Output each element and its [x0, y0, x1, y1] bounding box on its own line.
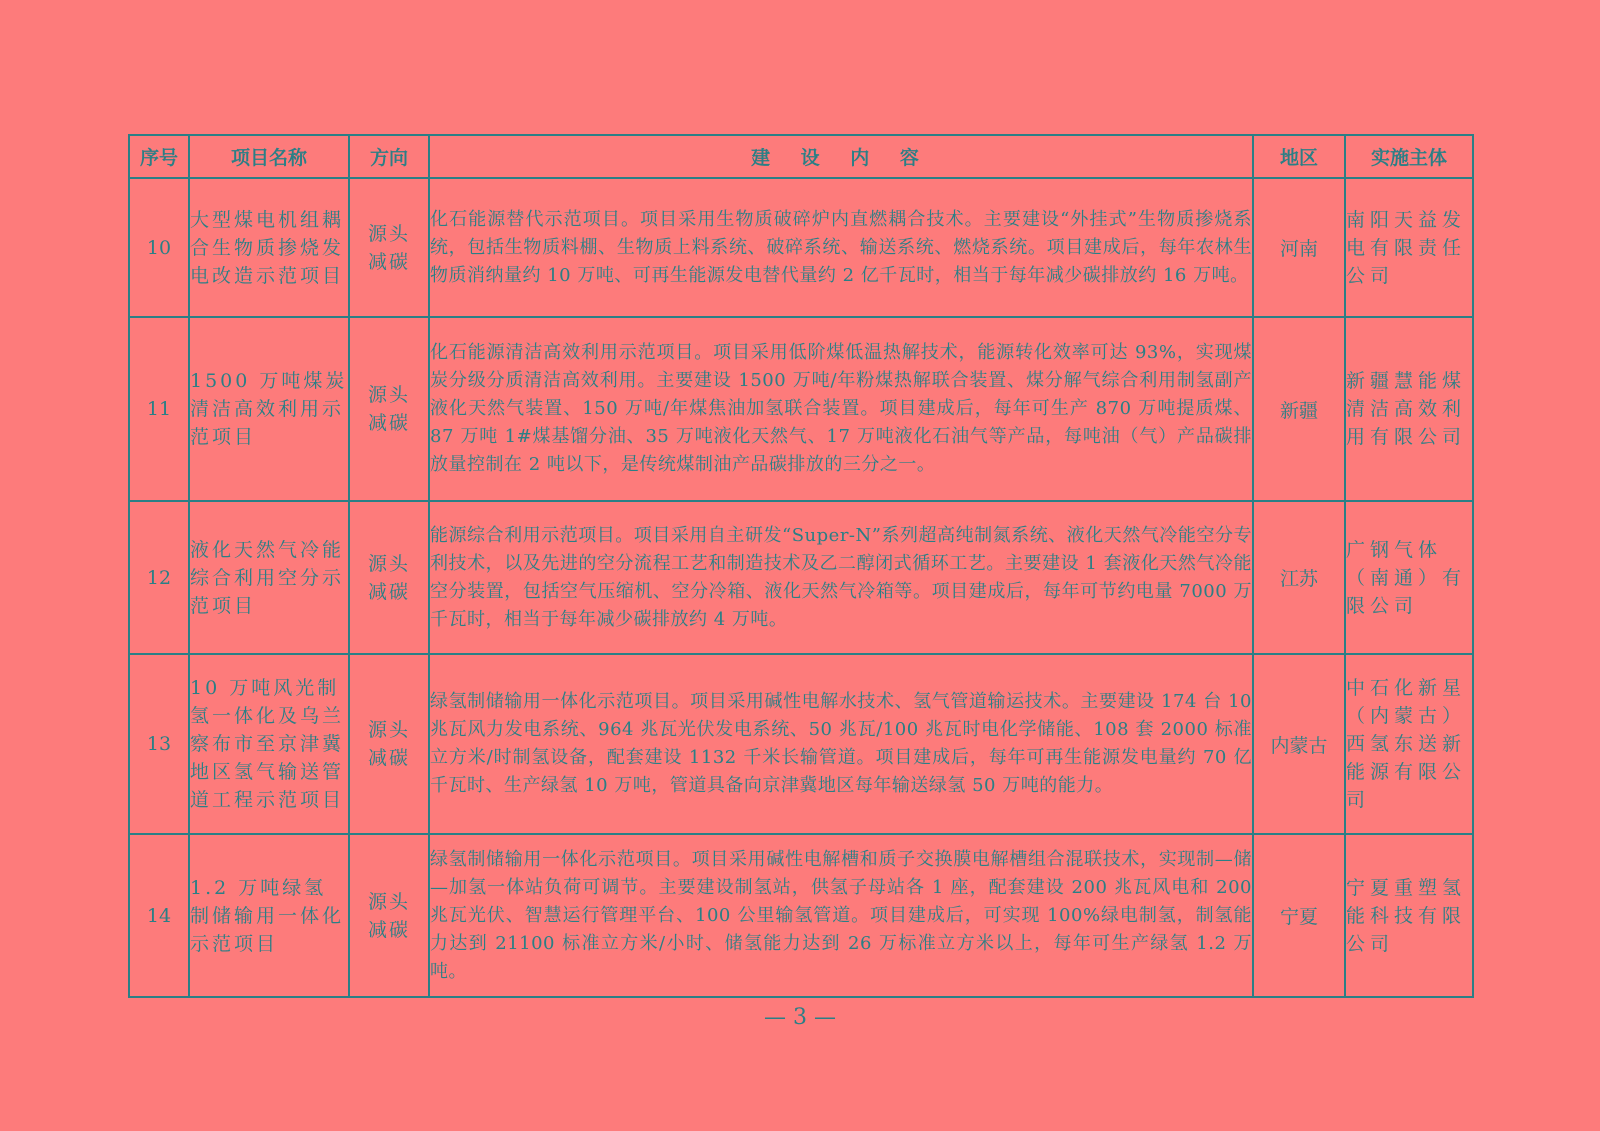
table-row	[129, 834, 1473, 997]
row-region: 宁夏	[1253, 834, 1345, 997]
table-row	[129, 178, 1473, 317]
row-direction: 源头减碳	[367, 384, 410, 434]
table-header-row	[129, 135, 1473, 178]
table-row	[129, 654, 1473, 834]
row-index: 13	[129, 654, 189, 834]
row-index: 14	[129, 834, 189, 997]
row-region: 河南	[1253, 178, 1345, 317]
row-direction: 源头减碳	[367, 222, 410, 273]
row-entity: 新疆慧能煤清洁高效利用有限公司	[1345, 317, 1473, 501]
row-project-name: 液化天然气冷能综合利用空分示范项目	[189, 501, 349, 654]
row-project-name: 10 万吨风光制氢一体化及乌兰察布市至京津冀地区氢气输送管道工程示范项目	[189, 654, 349, 834]
header-entity: 实施主体	[1345, 135, 1473, 178]
header-direction: 方向	[349, 135, 429, 178]
row-entity: 中石化新星（内蒙古）西氢东送新能源有限公司	[1345, 654, 1473, 834]
row-direction-cell	[349, 178, 429, 317]
row-content: 绿氢制储输用一体化示范项目。项目采用碱性电解槽和质子交换膜电解槽组合混联技术，实现制—储—加氢一体站负荷可调节。主要建设制氢站，供氢子母站各 1 座，配套建设 200 兆瓦风电和 200 兆瓦光伏、智慧运行管理平台、100 公里输氢管道。项目建成后，可实现 100%绿电制氢，制氢能力达到 21100 标准立方米/小时、储氢能力达到 26 万标准立方米以上，每年可生产绿氢 1.2 万吨。	[429, 834, 1253, 997]
header-index: 序号	[129, 135, 189, 178]
row-direction-cell	[349, 654, 429, 834]
table-row	[129, 317, 1473, 501]
row-project-name: 1.2 万吨绿氢制储输用一体化示范项目	[189, 834, 349, 997]
row-entity: 宁夏重塑氢能科技有限公司	[1345, 834, 1473, 997]
row-region: 内蒙古	[1253, 654, 1345, 834]
row-project-name: 1500 万吨煤炭清洁高效利用示范项目	[189, 317, 349, 501]
row-direction-cell	[349, 317, 429, 501]
row-project-name: 大型煤电机组耦合生物质掺烧发电改造示范项目	[189, 178, 349, 317]
row-content: 绿氢制储输用一体化示范项目。项目采用碱性电解水技术、氢气管道输运技术。主要建设 174 台 10 兆瓦风力发电系统、964 兆瓦光伏发电系统、50 兆瓦/100 兆瓦时电化学储能、108 套 2000 标准立方米/时制氢设备，配套建设 1132 千米长输管道。项目建成后，每年可再生能源发电量约 70 亿千瓦时、生产绿氢 10 万吨，管道具备向京津冀地区每年输送绿氢 50 万吨的能力。	[429, 654, 1253, 834]
row-index: 10	[129, 178, 189, 317]
row-entity: 广钢气体（南通）有限公司	[1345, 501, 1473, 654]
project-table	[128, 134, 1474, 998]
row-direction-cell	[349, 834, 429, 997]
row-region: 江苏	[1253, 501, 1345, 654]
row-content: 化石能源替代示范项目。项目采用生物质破碎炉内直燃耦合技术。主要建设“外挂式”生物质掺烧系统，包括生物质料棚、生物质上料系统、破碎系统、输送系统、燃烧系统。项目建成后，每年农林生物质消纳量约 10 万吨、可再生能源发电替代量约 2 亿千瓦时，相当于每年减少碳排放约 16 万吨。	[429, 178, 1253, 317]
row-index: 11	[129, 317, 189, 501]
header-region: 地区	[1253, 135, 1345, 178]
row-direction: 源头减碳	[367, 890, 410, 941]
row-direction-cell	[349, 501, 429, 654]
row-content: 化石能源清洁高效利用示范项目。项目采用低阶煤低温热解技术，能源转化效率可达 93%，实现煤炭分级分质清洁高效利用。主要建设 1500 万吨/年粉煤热解联合装置、煤分解气综合利用制氢副产液化天然气装置、150 万吨/年煤焦油加氢联合装置。项目建成后，每年可生产 870 万吨提质煤、87 万吨 1#煤基馏分油、35 万吨液化天然气、17 万吨液化石油气等产品，每吨油（气）产品碳排放量控制在 2 吨以下，是传统煤制油产品碳排放的三分之一。	[429, 317, 1253, 501]
row-region: 新疆	[1253, 317, 1345, 501]
table-row	[129, 501, 1473, 654]
row-direction: 源头减碳	[367, 719, 410, 769]
header-content: 建 设 内 容	[429, 135, 1253, 178]
row-index: 12	[129, 501, 189, 654]
row-direction: 源头减碳	[367, 552, 410, 603]
header-project-name: 项目名称	[189, 135, 349, 178]
row-content: 能源综合利用示范项目。项目采用自主研发“Super-N”系列超高纯制氮系统、液化天然气冷能空分专利技术，以及先进的空分流程工艺和制造技术及乙二醇闭式循环工艺。主要建设 1 套液化天然气冷能空分装置，包括空气压缩机、空分冷箱、液化天然气冷箱等。项目建成后，每年可节约电量 7000 万千瓦时，相当于每年减少碳排放约 4 万吨。	[429, 501, 1253, 654]
page-number: — 3 —	[764, 1005, 836, 1030]
row-entity: 南阳天益发电有限责任公司	[1345, 178, 1473, 317]
